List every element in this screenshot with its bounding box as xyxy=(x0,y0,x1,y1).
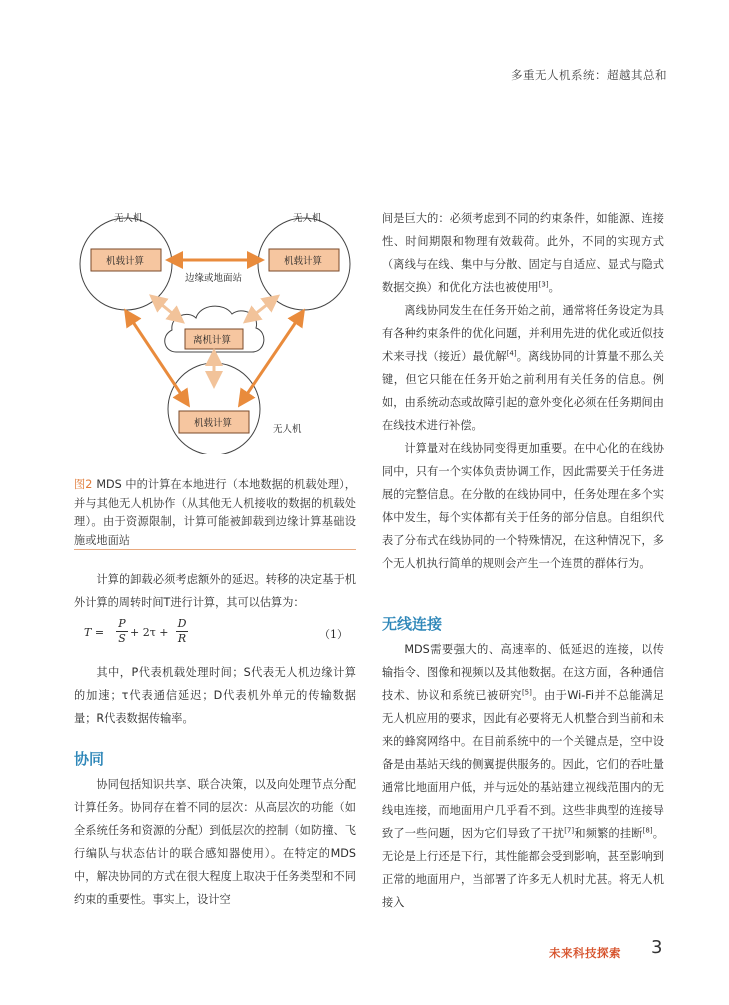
arrow-cloud-left xyxy=(156,300,178,318)
equation-number: （1） xyxy=(319,628,348,641)
onboard-label-top-left: 机载计算 xyxy=(106,256,145,267)
figure-caption xyxy=(74,476,356,550)
uav-label-top-left: 无人机 xyxy=(114,213,143,224)
formula-lhs: T = xyxy=(84,626,105,639)
paragraph-wireless xyxy=(382,638,664,914)
wireless-text-a: MDS需要强大的、高速率的、低延迟的连接，以传输指令、图像和视频以及其他数据。在这方面，各种通信技术、协议和系统已被研究 xyxy=(382,643,664,702)
offboard-label: 离机计算 xyxy=(193,335,232,346)
onboard-label-top-right: 机载计算 xyxy=(284,256,323,267)
figure-caption-text: MDS 中的计算在本地进行（本地数据的机载处理），并与其他无人机协作（从其他无人机接收的数据的机载处理）。由于资源限制，计算可能被卸载到边缘计算基础设施或地面站 xyxy=(74,478,356,547)
design-space-end: 。 xyxy=(548,281,560,294)
arrow-cloud-right xyxy=(250,300,273,318)
wireless-text-c: 和频繁的挂断 xyxy=(574,827,643,840)
onboard-label-bottom: 机载计算 xyxy=(194,418,233,429)
ref-8: [8] xyxy=(642,826,653,835)
offline-text-b: 。离线协同的计算量不那么关键，但它只能在任务开始之前利用有关任务的信息。例如，由系统动态或故障引起的意外变化必须在任务期间由在线技术进行补偿。 xyxy=(382,350,664,432)
equation-1 xyxy=(74,617,356,651)
ref-5: [5] xyxy=(521,688,532,697)
heading-coordination: 协同 xyxy=(74,750,105,768)
mds-computation-diagram xyxy=(74,204,356,454)
ref-3: [3] xyxy=(538,280,549,289)
footer-brand: 未来科技探索 xyxy=(549,946,621,960)
running-header: 多重无人机系统：超越其总和 xyxy=(511,68,667,82)
paragraph-online: 计算量对在线协同变得更加重要。在中心化的在线协同中，只有一个实体负责协调工作，因此需要关于任务进展的完整信息。在分散的在线协同中，任务处理在多个实体中发生，每个实体都有关于任务的部分信息。自组织代表了分布式在线协同的一个特殊情况，在这种情况下，多个无人机执行简单的规则会产生一个连贯的群体行为。 xyxy=(382,442,664,570)
offline-text-a: 离线协同发生在任务开始之前，通常将任务设定为具有各种约束条件的优化问题，并利用先进的优化或近似技术来寻找（接近）最优解 xyxy=(382,304,664,363)
uav-label-top-right: 无人机 xyxy=(293,213,322,224)
uav-label-bottom: 无人机 xyxy=(273,424,302,435)
formula-mid: + 2τ + xyxy=(130,626,169,639)
design-space-text: 间是巨大的：必须考虑到不同的约束条件，如能源、连接性、时间期限和物理有效载荷。此外，不同的实现方式（离线与在线、集中与分散、固定与自适应、显式与隐式数据交换）和优化方法也被使用 xyxy=(382,212,664,294)
caption-divider xyxy=(74,549,356,550)
page-number: 3 xyxy=(651,937,663,958)
formula-r: R xyxy=(177,632,187,645)
wireless-text-d: 。无论是上行还是下行，其性能都会受到影响，甚至影响到正常的地面用户，当部署了许多无人机时尤甚。将无人机接入 xyxy=(382,827,664,909)
formula-s: S xyxy=(118,632,126,645)
ref-7: [7] xyxy=(564,826,575,835)
paragraph-coordination: 协同包括知识共享、联合决策，以及向处理节点分配计算任务。协同存在着不同的层次：从高层次的功能（如全系统任务和资源的分配）到低层次的控制（如防撞、飞行编队与状态估计的联合感知器使用）。在特定的MDS中，解决协同的方式在很大程度上取决于任务类型和不同约束的重要性。事实上，设计空 xyxy=(74,778,356,906)
paragraph-where: 其中，P代表机载处理时间；S代表无人机边缘计算的加速；τ代表通信延迟；D代表机外单元的传输数据量；R代表数据传输率。 xyxy=(74,666,356,725)
paragraph-offline xyxy=(382,299,664,437)
heading-wireless: 无线连接 xyxy=(382,615,443,633)
formula-p: P xyxy=(118,617,126,630)
ref-4: [4] xyxy=(506,349,517,358)
edge-label: 边缘或地面站 xyxy=(185,273,243,284)
formula-d: D xyxy=(177,617,187,630)
paragraph-offload: 计算的卸载必须考虑额外的延迟。转移的决定基于机外计算的周转时间T进行计算，其可以估算为： xyxy=(74,573,356,609)
wireless-text-b: 。由于Wi-Fi并不总能满足无人机应用的要求，因此有必要将无人机整合到当前和未来的蜂窝网络中。在目前系统中的一个关键点是，空中设备是由基站天线的侧翼提供服务的。因此，它们的吞吐量通常比地面用户低，并与远处的基站建立视线范围内的无线电连接，而地面用户几乎看不到。这些非典型的连接导致了一些问题，因为它们导致了干扰 xyxy=(382,689,664,840)
figure-label: 图2 xyxy=(74,478,93,491)
paragraph-design-space xyxy=(382,207,664,299)
